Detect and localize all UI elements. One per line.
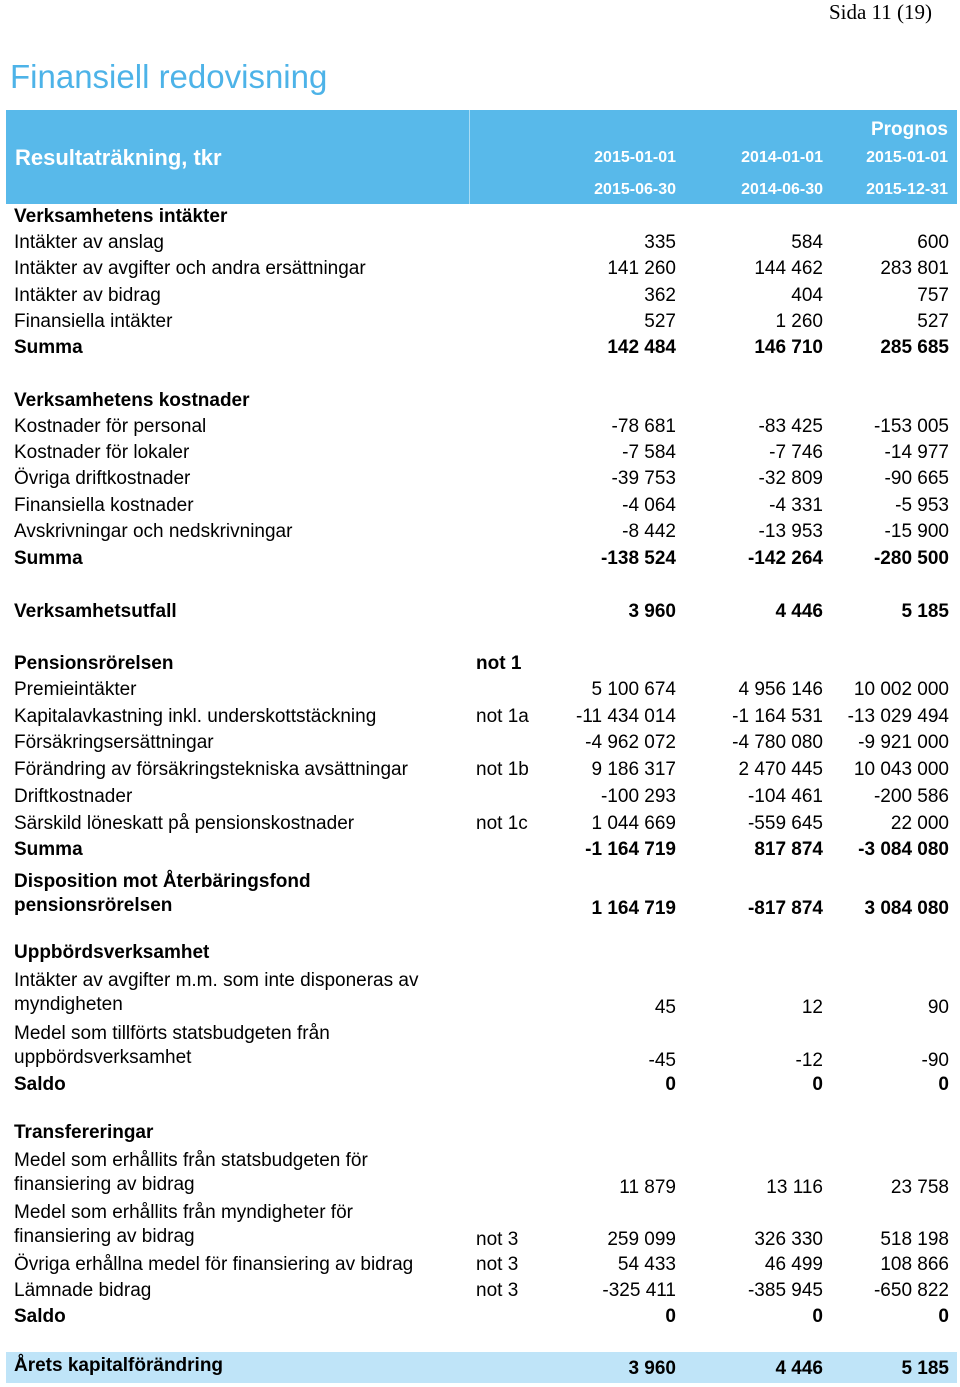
row-value-2: 144 462 (754, 258, 823, 279)
row-value-2: 0 (812, 1306, 823, 1327)
row-label-line: Verksamhetens intäkter (14, 206, 228, 227)
row-note: not 3 (476, 1254, 519, 1275)
period-3-to: 2015-12-31 (866, 181, 948, 198)
row-label (14, 1022, 474, 1070)
row-label (14, 257, 474, 281)
row-label-line: Förändring av försäkringstekniska avsättningar (14, 759, 408, 780)
row-label (14, 205, 474, 229)
row-label-line: Saldo (14, 1306, 66, 1327)
row-label (14, 1279, 474, 1303)
row-label (14, 838, 474, 862)
row-value-1: -138 524 (600, 548, 676, 569)
row-value-1: 1 044 669 (591, 813, 676, 834)
row-value-2: -7 746 (769, 442, 823, 463)
row-value-2: -385 945 (747, 1280, 823, 1301)
row-label (14, 415, 474, 439)
row-value-2: -104 461 (747, 786, 823, 807)
row-value-3: -650 822 (873, 1280, 949, 1301)
row-label (14, 941, 474, 965)
row-label-line: Finansiella intäkter (14, 311, 173, 332)
row-value-3: 0 (938, 1074, 949, 1095)
row-label-line: Pensionsrörelsen (14, 653, 174, 674)
row-label-line-2: finansiering av bidrag (14, 1174, 195, 1195)
row-label-line: Transfereringar (14, 1122, 154, 1143)
row-label-line: Avskrivningar och nedskrivningar (14, 521, 293, 542)
row-value-3: 5 185 (901, 601, 949, 622)
row-value-3: 3 084 080 (864, 898, 949, 919)
row-value-2: -32 809 (758, 468, 823, 489)
table-title: Resultaträkning, tkr (15, 145, 222, 170)
row-value-1: -1 164 719 (585, 839, 676, 860)
row-value-1: -4 064 (622, 495, 676, 516)
row-label (14, 310, 474, 334)
row-value-2: -1 164 531 (732, 706, 823, 727)
row-value-3: -15 900 (884, 521, 949, 542)
row-value-3: 23 758 (890, 1177, 949, 1198)
row-value-2: 4 446 (775, 601, 823, 622)
row-value-1: 335 (644, 232, 676, 253)
row-value-3: 600 (917, 232, 949, 253)
period-2-from: 2014-01-01 (741, 149, 823, 166)
row-value-3: -9 921 000 (858, 732, 949, 753)
row-label (14, 758, 474, 782)
row-value-1: 141 260 (607, 258, 676, 279)
row-label (14, 336, 474, 360)
row-value-3: 90 (927, 997, 949, 1018)
row-label-line: Summa (14, 548, 83, 569)
row-note: not 1a (476, 706, 529, 727)
row-label (14, 1073, 474, 1097)
row-value-1: -7 584 (622, 442, 676, 463)
row-value-1: 142 484 (607, 337, 676, 358)
row-value-1: 5 100 674 (591, 679, 676, 700)
row-label (14, 441, 474, 465)
row-label-line: Lämnade bidrag (14, 1280, 152, 1301)
row-value-3: -153 005 (873, 416, 949, 437)
row-value-2: -817 874 (747, 898, 823, 919)
row-value-2: 584 (791, 232, 823, 253)
row-label-line-2: uppbördsverksamhet (14, 1047, 192, 1068)
row-label-line-2: myndigheten (14, 994, 123, 1015)
row-value-1: 9 186 317 (591, 759, 676, 780)
row-label-line: Medel som tillförts statsbudgeten från (14, 1023, 330, 1044)
row-note: not 1c (476, 813, 528, 834)
row-value-1: -8 442 (622, 521, 676, 542)
row-value-1: -39 753 (611, 468, 676, 489)
row-label-line: Kostnader för lokaler (14, 442, 190, 463)
row-value-3: -3 084 080 (858, 839, 949, 860)
row-label-line: Intäkter av anslag (14, 232, 164, 253)
row-value-3: 285 685 (880, 337, 949, 358)
row-value-2: 326 330 (754, 1229, 823, 1250)
row-label-line: Verksamhetsutfall (14, 601, 177, 622)
row-value-1: -100 293 (600, 786, 676, 807)
row-value-2: 146 710 (754, 337, 823, 358)
row-value-1: -4 962 072 (585, 732, 676, 753)
row-label-line: Driftkostnader (14, 786, 133, 807)
prognos-label: Prognos (870, 119, 948, 140)
row-value-1: -45 (648, 1050, 676, 1071)
row-value-1: 0 (665, 1074, 676, 1095)
row-label (14, 494, 474, 518)
row-value-2: -12 (795, 1050, 823, 1071)
row-label-line: Övriga erhållna medel för finansiering av bidrag (14, 1254, 414, 1275)
row-label (14, 812, 474, 836)
row-label (14, 600, 474, 624)
page-number: Sida 11 (19) (828, 0, 932, 24)
row-value-1: -325 411 (602, 1280, 676, 1301)
row-value-2: -13 953 (758, 521, 823, 542)
row-value-2: -559 645 (747, 813, 823, 834)
row-label (14, 678, 474, 702)
period-1-from: 2015-01-01 (594, 149, 676, 166)
row-label (14, 1201, 474, 1249)
row-label (14, 520, 474, 544)
row-label (14, 1121, 474, 1145)
row-note: not 1 (476, 653, 522, 674)
row-label (14, 1305, 474, 1329)
row-value-3: -280 500 (873, 548, 949, 569)
row-value-3: 757 (917, 285, 949, 306)
row-value-3: -14 977 (884, 442, 949, 463)
row-label-line: Medel som erhållits från myndigheter för (14, 1202, 353, 1223)
row-label-line: Summa (14, 839, 83, 860)
total-value-1: 3 960 (628, 1358, 676, 1379)
row-value-3: 10 002 000 (853, 679, 949, 700)
row-value-2: 0 (812, 1074, 823, 1095)
row-label-line: Intäkter av bidrag (14, 285, 161, 306)
row-label (14, 389, 474, 413)
row-label (14, 785, 474, 809)
period-2-to: 2014-06-30 (741, 181, 823, 198)
row-value-1: 54 433 (617, 1254, 676, 1275)
row-value-3: 0 (938, 1306, 949, 1327)
row-label-line: Kostnader för personal (14, 416, 207, 437)
row-value-1: 3 960 (628, 601, 676, 622)
total-value-3: 5 185 (901, 1358, 949, 1379)
row-label-line: Verksamhetens kostnader (14, 390, 250, 411)
row-value-3: -200 586 (873, 786, 949, 807)
row-value-1: 362 (644, 285, 676, 306)
row-label (14, 547, 474, 571)
row-label-line: Premieintäkter (14, 679, 137, 700)
row-value-2: 12 (801, 997, 823, 1018)
row-value-2: 817 874 (754, 839, 823, 860)
row-value-3: -90 (921, 1050, 949, 1071)
row-label-line: Medel som erhållits från statsbudgeten för (14, 1150, 368, 1171)
row-value-2: -142 264 (747, 548, 823, 569)
row-value-2: 46 499 (764, 1254, 823, 1275)
row-label-line: Försäkringsersättningar (14, 732, 214, 753)
row-value-1: 0 (665, 1306, 676, 1327)
row-label-line: Saldo (14, 1074, 66, 1095)
period-3-from: 2015-01-01 (866, 149, 948, 166)
row-value-3: -13 029 494 (847, 706, 949, 727)
row-value-2: 1 260 (775, 311, 823, 332)
row-label-line: Intäkter av avgifter m.m. som inte disponeras av (14, 970, 419, 991)
row-value-2: 2 470 445 (738, 759, 823, 780)
row-value-1: 45 (654, 997, 676, 1018)
row-label (14, 231, 474, 255)
row-label-line: Kapitalavkastning inkl. underskottstäckning (14, 706, 377, 727)
row-label-line: Intäkter av avgifter och andra ersättningar (14, 258, 366, 279)
row-value-2: -4 780 080 (732, 732, 823, 753)
row-label-line: Finansiella kostnader (14, 495, 194, 516)
row-value-2: 404 (791, 285, 823, 306)
row-value-3: 283 801 (880, 258, 949, 279)
row-label (14, 652, 474, 676)
row-value-3: -90 665 (884, 468, 949, 489)
row-label (14, 467, 474, 491)
row-label (14, 969, 474, 1017)
row-value-2: -4 331 (769, 495, 823, 516)
row-value-2: 4 956 146 (738, 679, 823, 700)
row-value-2: -83 425 (758, 416, 823, 437)
row-value-1: 11 879 (619, 1177, 676, 1198)
row-value-3: 108 866 (880, 1254, 949, 1275)
row-label-line: Övriga driftkostnader (14, 468, 191, 489)
row-note: not 1b (476, 759, 529, 780)
row-value-3: 10 043 000 (853, 759, 949, 780)
row-label (14, 705, 474, 729)
row-value-3: 22 000 (890, 813, 949, 834)
row-label-line: Särskild löneskatt på pensionskostnader (14, 813, 355, 834)
row-label (14, 284, 474, 308)
row-value-3: 518 198 (880, 1229, 949, 1250)
row-label (14, 1149, 474, 1197)
row-label (14, 731, 474, 755)
row-label (14, 1253, 474, 1277)
row-label-line: Uppbördsverksamhet (14, 942, 210, 963)
row-label-line-2: finansiering av bidrag (14, 1226, 195, 1247)
row-value-1: -11 434 014 (575, 706, 676, 727)
page-title: Finansiell redovisning (10, 58, 328, 95)
total-value-2: 4 446 (775, 1358, 823, 1379)
row-label-line: Summa (14, 337, 83, 358)
period-1-to: 2015-06-30 (594, 181, 676, 198)
row-value-3: -5 953 (895, 495, 949, 516)
row-value-1: 1 164 719 (591, 898, 676, 919)
row-note: not 3 (476, 1280, 519, 1301)
row-label (14, 870, 474, 918)
row-value-1: -78 681 (611, 416, 676, 437)
total-label: Årets kapitalförändring (14, 1355, 224, 1376)
row-label-line-2: pensionsrörelsen (14, 895, 173, 916)
row-label-line: Disposition mot Återbäringsfond (14, 871, 311, 892)
row-note: not 3 (476, 1229, 519, 1250)
row-value-2: 13 116 (766, 1177, 823, 1198)
row-value-3: 527 (917, 311, 949, 332)
row-value-1: 527 (644, 311, 676, 332)
row-value-1: 259 099 (607, 1229, 676, 1250)
